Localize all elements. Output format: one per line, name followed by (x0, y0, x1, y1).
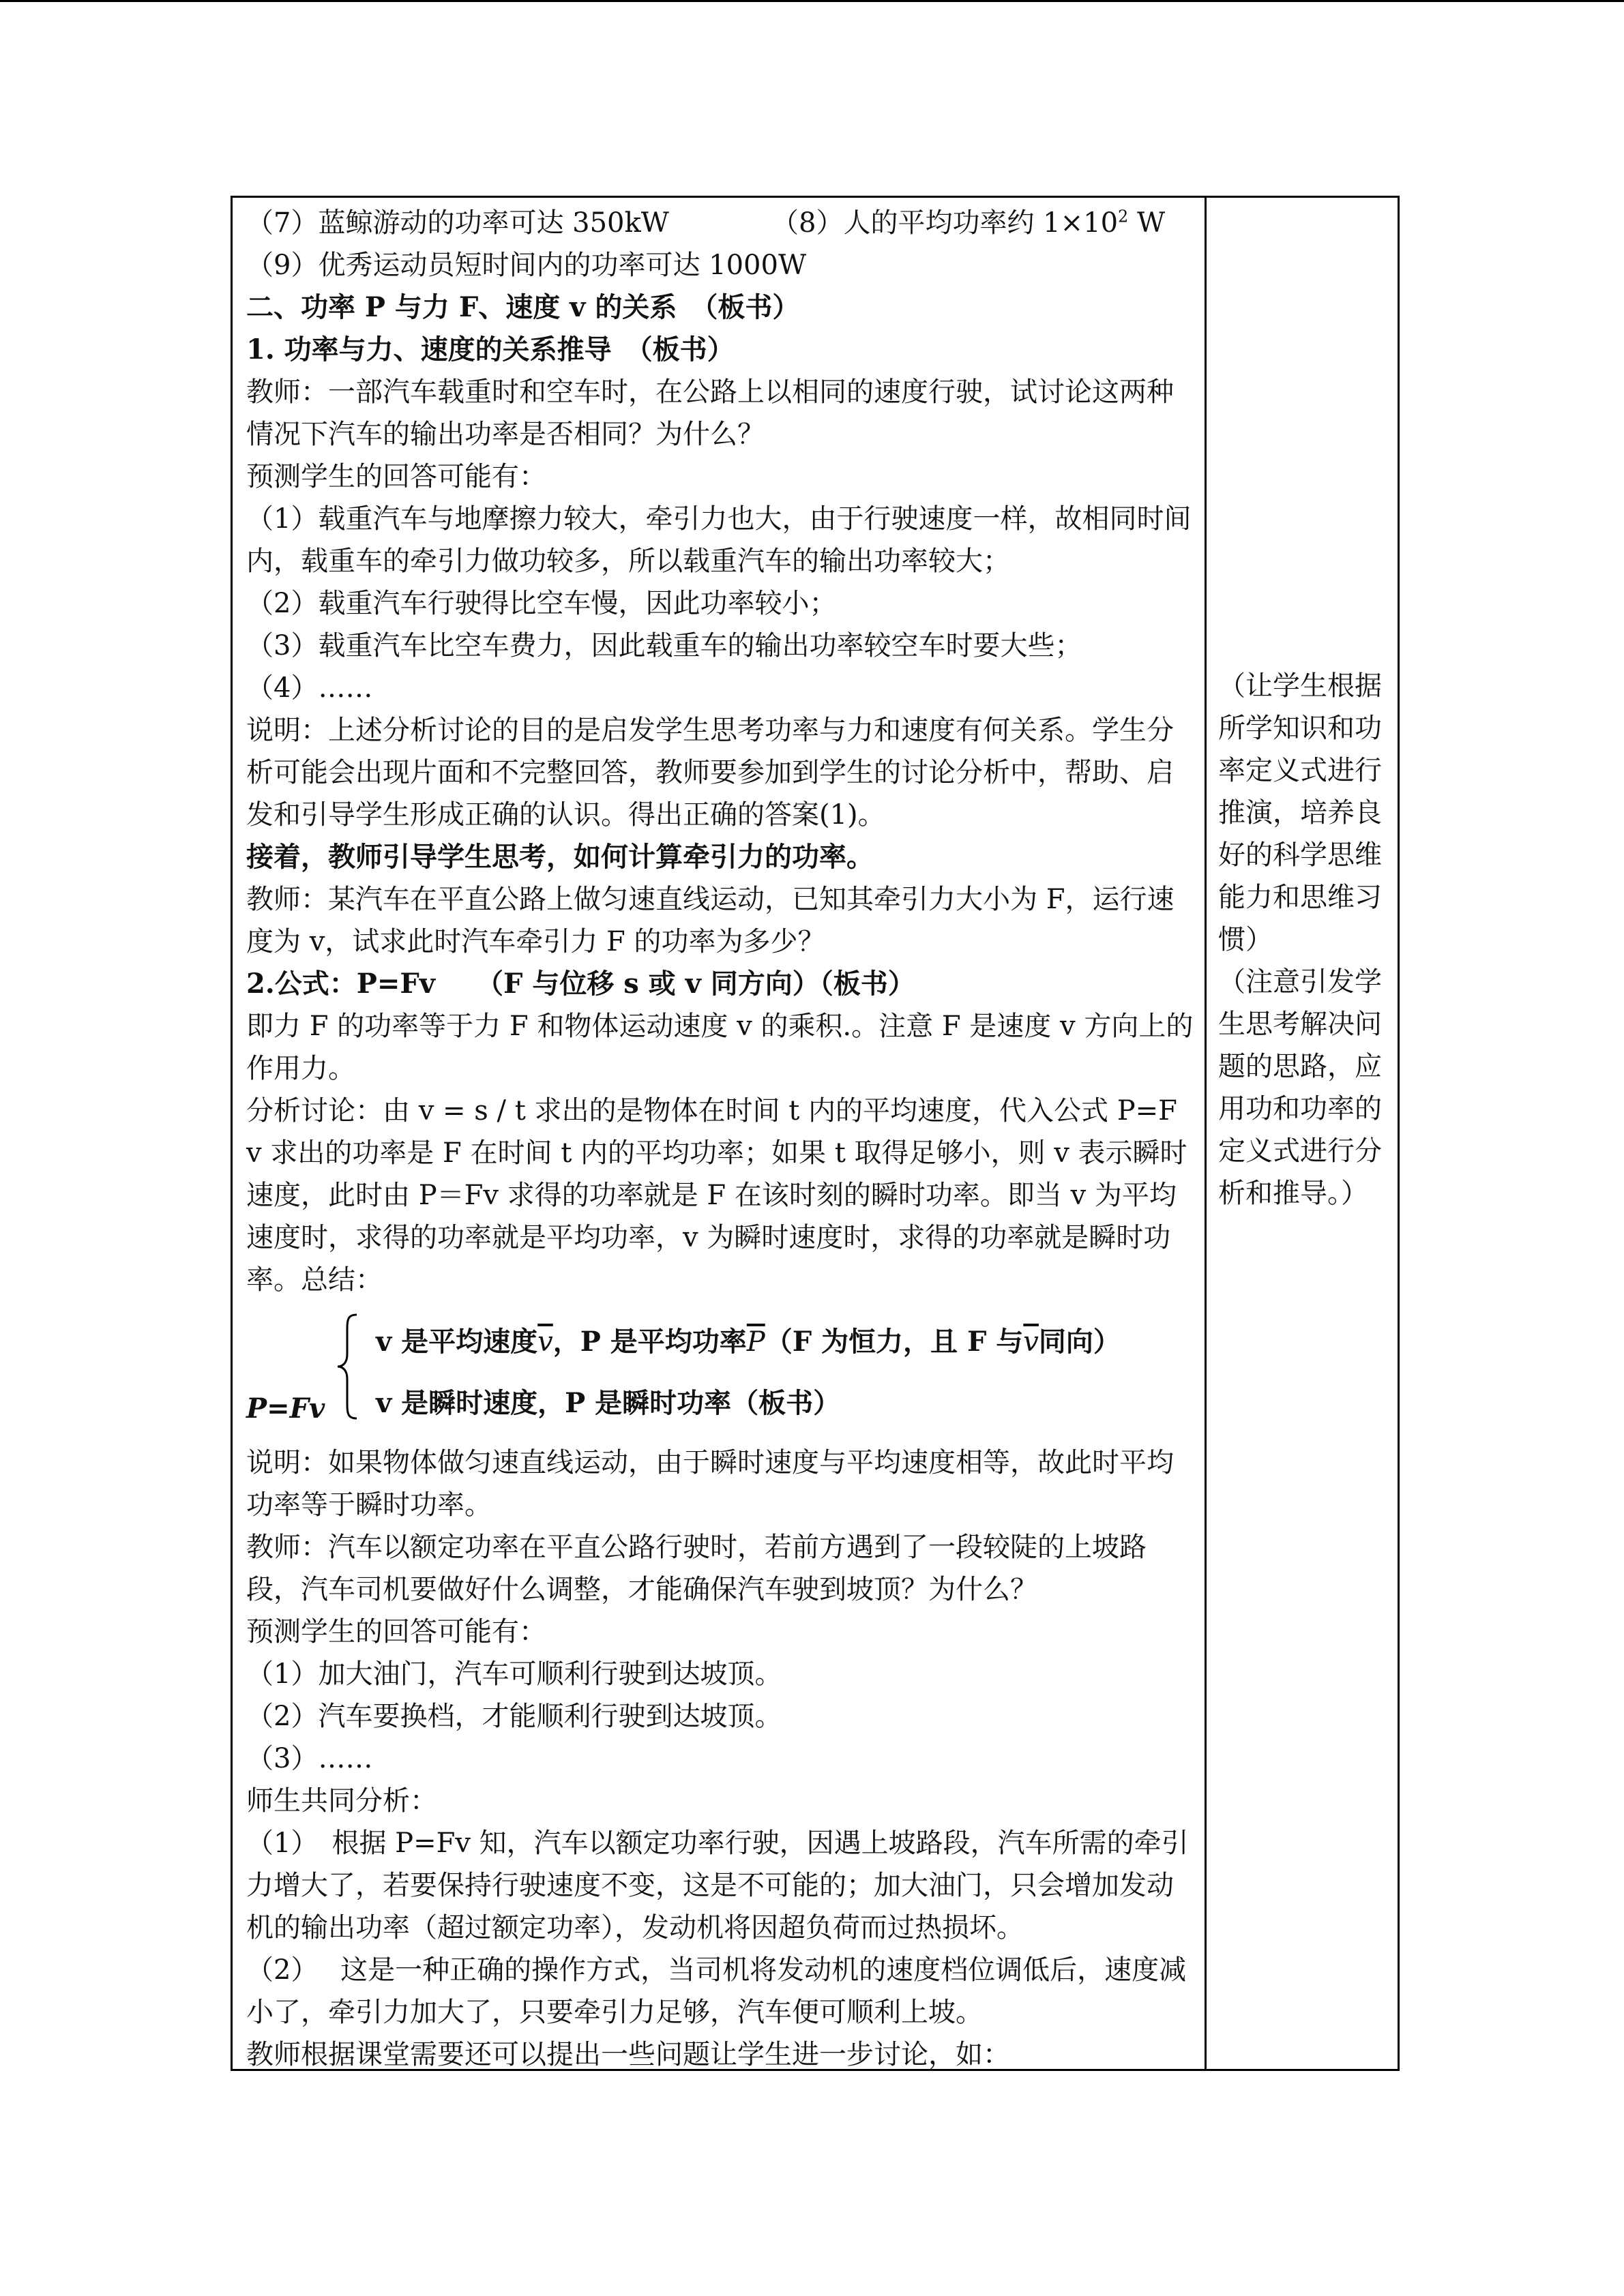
case-average-text-b: ，P 是平均功率 (552, 1326, 747, 1358)
section-heading-2: 二、功率 P 与力 F、速度 v 的关系 （板书） (246, 291, 800, 323)
analysis-paragraph: 分析讨论：由 v = s / t 求出的是物体在时间 t 内的平均速度，代入公式 P=F v 求出的功率是 F 在时间 t 内的平均功率；如果 t 取得足够小，则 v 表示瞬时速度，此时由 P＝Fv 求得的功率就是 F 在该时刻的瞬时功率。即当 v 为平均速度时，求得的功率就是平均功率，v 为瞬时速度时，求得的功率就是瞬时功率。总结： (246, 1095, 1187, 1296)
answer-b1: （1）加大油门，汽车可顺利行驶到达坡顶。 (246, 1658, 782, 1690)
transition-text: 接着，教师引导学生思考，如何计算牵引力的功率。 (246, 841, 874, 873)
p-bar-symbol: $\overline{P}$ (746, 1326, 765, 1358)
exponent: 2 (1118, 207, 1129, 226)
explanation-2: 说明：如果物体做匀速直线运动，由于瞬时速度与平均速度相等，故此时平均功率等于瞬时功率。 (246, 1447, 1174, 1521)
column-divider (1205, 198, 1207, 2069)
answer-2: （2）载重汽车行驶得比空车慢，因此功率较小； (246, 588, 837, 619)
teacher-question-3: 教师：汽车以额定功率在平直公路行驶时，若前方遇到了一段较陡的上坡路段，汽车司机要做好什么调整，才能确保汽车驶到坡顶？为什么？ (246, 1532, 1147, 1605)
case-average-text-d: 同向） (1038, 1326, 1121, 1358)
side-note-2: （注意引发学生思考解决问题的思路，应用功和功率的定义式进行分析和推导。） (1218, 966, 1382, 1209)
lesson-table (231, 196, 1400, 2071)
closing-line: 教师根据课堂需要还可以提出一些问题让学生进一步讨论，如： (246, 2039, 1010, 2070)
formula-explanation: 即力 F 的功率等于力 F 和物体运动速度 v 的乘积.。注意 F 是速度 v 方向上的作用力。 (246, 1011, 1194, 1084)
formula-heading: 2.公式：P=Fv （F 与位移 s 或 v 同方向）（板书） (246, 968, 915, 1000)
analysis-point-1: （1） 根据 P=Fv 知，汽车以额定功率行驶，因遇上坡路段，汽车所需的牵引力增大了，若要保持行驶速度不变，这是不可能的；加大油门，只会增加发动机的输出功率（超过额定功率），发动机将因超负荷而过热损坏。 (246, 1828, 1189, 1943)
example-9: （9）优秀运动员短时间内的功率可达 1000W (246, 250, 807, 281)
answer-4: （4）…… (246, 672, 373, 704)
example-8-text: （8）人的平均功率约 1×10 (771, 207, 1119, 239)
answer-b2: （2）汽车要换档，才能顺利行驶到达坡顶。 (246, 1701, 782, 1732)
prediction-label-1: 预测学生的回答可能有： (246, 461, 546, 492)
side-note-1: （让学生根据所学知识和功率定义式进行推演，培养良好的科学思维能力和思维习惯） (1218, 670, 1382, 955)
v-bar-symbol: $\overline{v}$ (537, 1326, 553, 1358)
formula-label: P=Fv (246, 1392, 325, 1425)
example-line-7-8 (246, 202, 1198, 244)
example-8 (771, 202, 1165, 244)
page-top-rule (0, 0, 1624, 2)
answer-b3: （3）…… (246, 1743, 373, 1774)
example-8-unit: W (1128, 207, 1166, 239)
case-average-text-c: （F 为恒力，且 F 与 (765, 1326, 1024, 1358)
subheading-1: 1. 功率与力、速度的关系推导 （板书） (246, 333, 735, 366)
teacher-question-1: 教师：一部汽车载重时和空车时，在公路上以相同的速度行驶，试讨论这两种情况下汽车的输出功率是否相同？为什么？ (246, 376, 1174, 450)
answer-1: （1）载重汽车与地摩擦力较大，牵引力也大，由于行驶速度一样，故相同时间内，载重车的牵引力做功较多，所以载重汽车的输出功率较大； (246, 503, 1192, 577)
teacher-question-2: 教师：某汽车在平直公路上做匀速直线运动，已知其牵引力大小为 F，运行速度为 v，试求此时汽车牵引力 F 的功率为多少？ (246, 884, 1175, 957)
case-average-text-a: v 是平均速度 (376, 1326, 538, 1358)
formula-case-average (376, 1320, 1121, 1359)
summary-formula (246, 1305, 1198, 1442)
main-column (246, 202, 1198, 2076)
formula-case-instant: v 是瞬时速度，P 是瞬时功率（板书） (376, 1387, 841, 1419)
explanation-1: 说明：上述分析讨论的目的是启发学生思考功率与力和速度有何关系。学生分析可能会出现片面和不完整回答，教师要参加到学生的讨论分析中，帮助、启发和引导学生形成正确的认识。得出正确的答案(1)。 (246, 715, 1174, 831)
analysis-point-2: （2） 这是一种正确的操作方式，当司机将发动机的速度档位调低后，速度减小了，牵引力加大了，只要牵引力足够，汽车便可顺利上坡。 (246, 1954, 1187, 2028)
side-column (1218, 665, 1389, 1214)
v-bar-symbol-2: $\overline{v}$ (1023, 1326, 1039, 1358)
joint-analysis-label: 师生共同分析： (246, 1785, 437, 1817)
example-7: （7）蓝鲸游动的功率可达 350kW (246, 207, 669, 239)
curly-brace-icon (335, 1312, 362, 1421)
answer-3: （3）载重汽车比空车费力，因此载重车的输出功率较空车时要大些； (246, 630, 1082, 661)
prediction-label-2: 预测学生的回答可能有： (246, 1616, 546, 1648)
